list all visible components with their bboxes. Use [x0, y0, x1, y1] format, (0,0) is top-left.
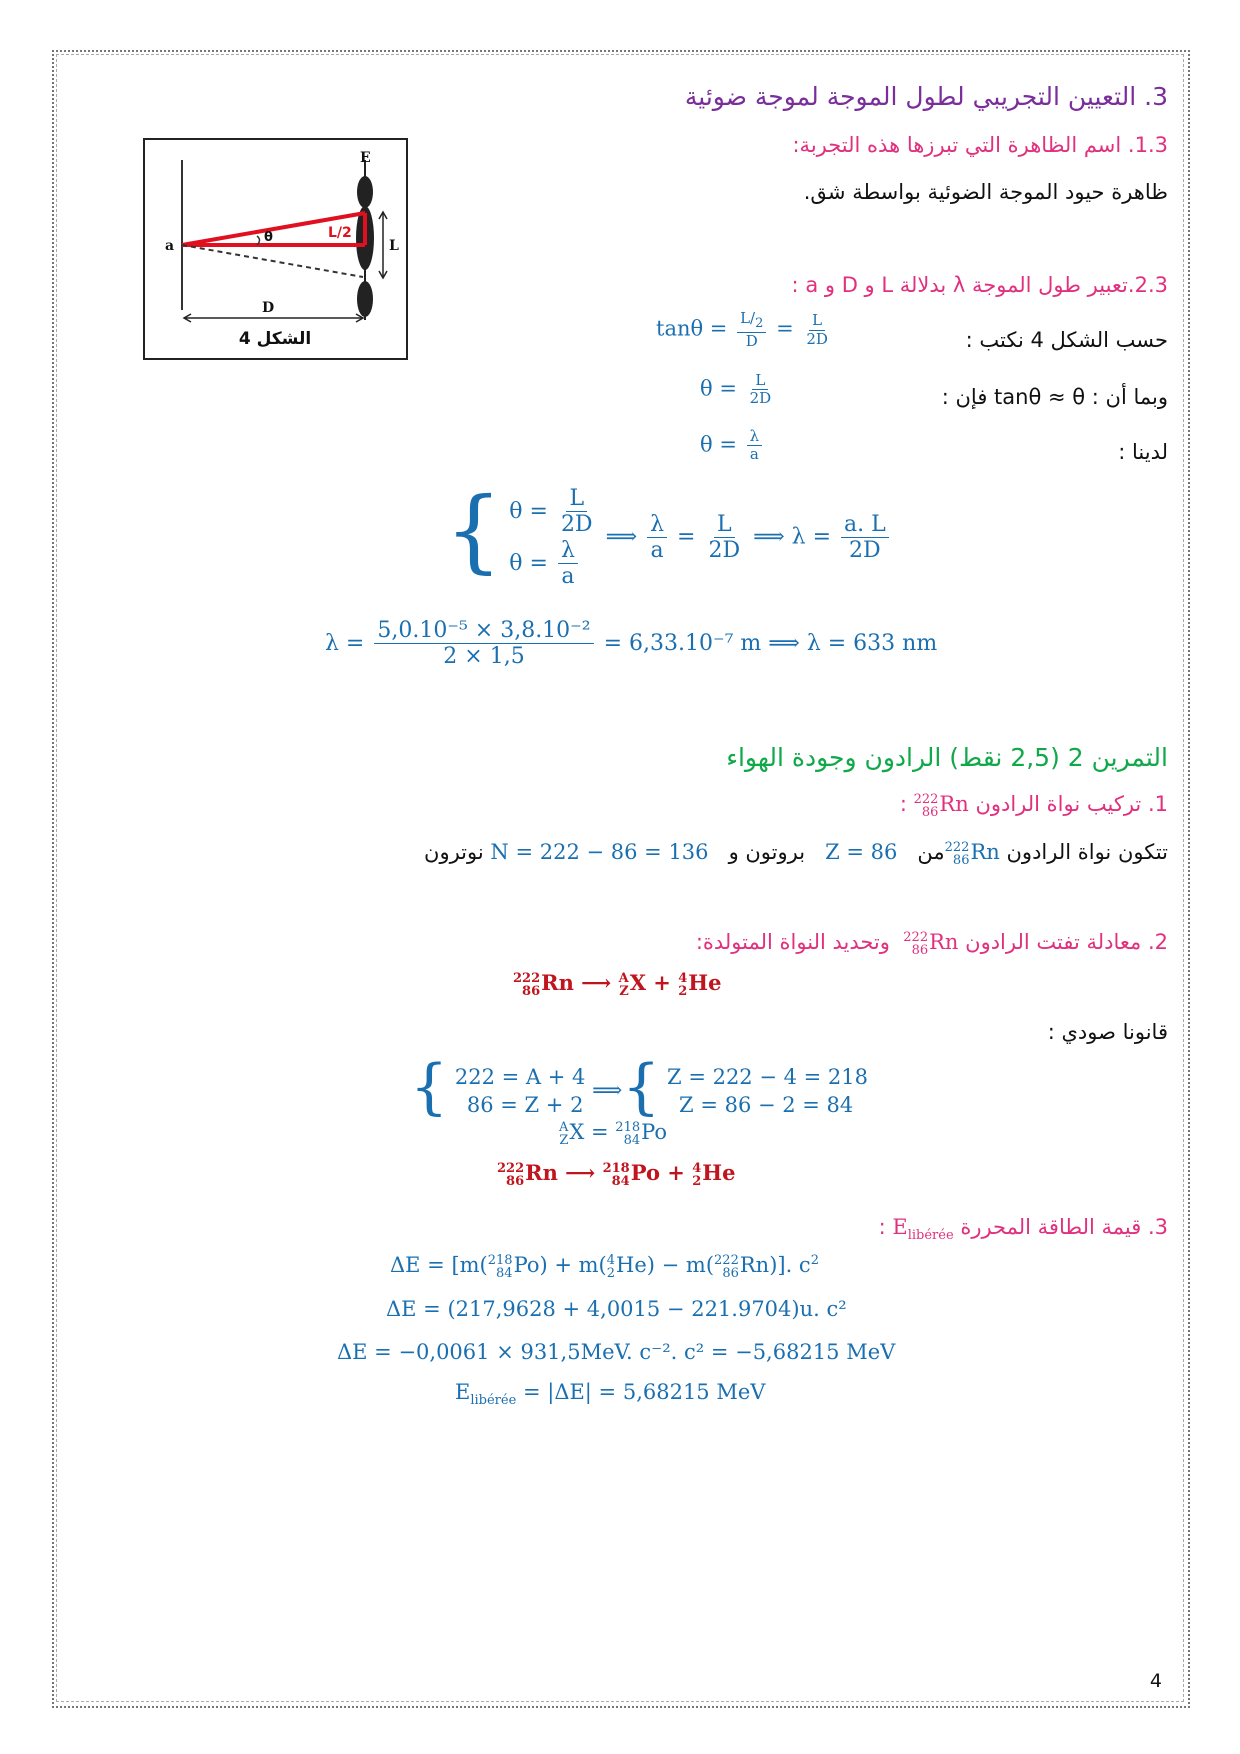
- have-text-line: لدينا :: [1118, 440, 1168, 464]
- composition-text-d: نوترون: [424, 840, 484, 864]
- radon-composition-line: تتكون نواة الرادون 222 86 Rnمن Z = 86 بروتون و N = 222 − 86 = 136 نوترون: [424, 839, 1168, 868]
- lambda-derivation: { θ = $\frac{L}{2D}$ θ = $\frac{\lambda}{a}$ ⟹ $\frac{\lambda}{a}$ = $\frac{L}{2D}$ ⟹ λ = $\frac{a. L}{2D}$: [445, 486, 892, 589]
- sys1-line-a: 222 = A + 4: [454, 1065, 586, 1090]
- soddy-system: { 222 = A + 4 86 = Z + 2 ⟹{ Z = 222 − 4 = 218 Z = 86 − 2 = 84: [410, 1052, 869, 1122]
- composition-text-c: بروتون و: [728, 840, 806, 864]
- label-theta: θ: [264, 230, 273, 245]
- decay-equation-general: 222 86 Rn ⟶ A Z X + 4 2 He: [513, 970, 722, 999]
- X-identification: A Z X = 218 84 Po: [559, 1119, 668, 1148]
- question-2-3-title: 2.3.تعبير طول الموجة λ بدلالة L و D و a :: [791, 273, 1168, 297]
- figure-caption: الشكل 4: [238, 329, 312, 349]
- numerator: 5,0.10⁻⁵ × 3,8.10⁻²: [374, 618, 593, 644]
- dashed-ray: [182, 245, 363, 277]
- delta-E-result: ΔE = −0,0061 × 931,5MeV. c⁻². c² = −5,68215 MeV: [337, 1340, 896, 1364]
- question-2-title: 2. معادلة تفتت الرادون 222 86 Rn وتحديد النواة المتولدة:: [695, 929, 1168, 958]
- diffraction-diagram: [145, 140, 406, 358]
- sys1-line-b: 86 = Z + 2: [466, 1092, 584, 1117]
- tan-theta-equation: tanθ = $\frac{L/_2}{D}$ = $\frac{L}{2D}$: [656, 309, 828, 350]
- lambda-result: = 6,33.10⁻⁷ m ⟹ λ = 633 nm: [603, 630, 938, 656]
- question-2-text-a: 2. معادلة تفتت الرادون: [965, 930, 1168, 954]
- E-liberee-value: = |ΔE| = 5,68215 MeV: [522, 1380, 766, 1404]
- section-title: 3. التعيين التجريبي لطول الموجة لموجة ضوئية: [684, 82, 1168, 111]
- since-text-line: وبما أن : tanθ ≈ θ فإن :: [941, 385, 1168, 409]
- soddy-text: قانونا صودي :: [1047, 1020, 1168, 1044]
- question-1-3-answer: ظاهرة حيود الموجة الضوئية بواسطة شق.: [803, 180, 1168, 204]
- denominator: 2 × 1,5: [443, 644, 525, 670]
- question-1-title: 1. تركيب نواة الرادون 222 86 Rn :: [899, 791, 1168, 820]
- page-number: 4: [1149, 1670, 1162, 1692]
- theta-lhs-2: θ =: [700, 432, 737, 457]
- composition-text-a: تتكون نواة الرادون: [1006, 840, 1168, 864]
- figure-4: [143, 138, 408, 360]
- theta-L-equation: θ = $\frac{L}{2D}$: [700, 371, 772, 408]
- fig-text-line: حسب الشكل 4 نكتب :: [965, 328, 1168, 352]
- exercise-2-title: التمرين 2 (2,5 نقط) الرادون وجودة الهواء: [726, 743, 1168, 772]
- tan-theta-lhs: tanθ =: [656, 316, 728, 341]
- question-1-3-title: 1.3. اسم الظاهرة التي تبرزها هذه التجربة:: [792, 133, 1168, 157]
- label-L2: L/2: [328, 225, 352, 241]
- lambda-lhs: λ =: [325, 630, 365, 656]
- question-1-text: 1. تركيب نواة الرادون: [975, 792, 1168, 816]
- E-liberee: $E_{libérée} = |\Delta E| = 5,68215$ MeV: [455, 1380, 766, 1409]
- delta-E-formula: ΔE = [m( 218 84 Po) + m( 4 2 He) − m( 222 86 Rn)]. $c^2$: [390, 1252, 819, 1281]
- label-L: L: [389, 238, 399, 254]
- sys2-line-b: Z = 86 − 2 = 84: [679, 1092, 854, 1117]
- question-3-title: 3. قيمة الطاقة المحررة $E_{libérée}$ :: [878, 1215, 1168, 1244]
- label-D: D: [262, 300, 275, 316]
- label-a: a: [165, 238, 175, 254]
- lambda-numeric: [325, 618, 937, 670]
- N-value: N = 222 − 86 = 136: [490, 840, 709, 864]
- decay-equation-final: 222 86 Rn ⟶ 218 84 Po + 4 2 He: [497, 1160, 736, 1189]
- label-E: E: [360, 150, 371, 166]
- sys2-line-a: Z = 222 − 4 = 218: [667, 1065, 869, 1090]
- question-3-text: 3. قيمة الطاقة المحررة: [960, 1215, 1168, 1239]
- theta-lambda-equation: θ = $\frac{\lambda}{a}$: [700, 428, 765, 464]
- Z-value: Z = 86: [825, 840, 898, 864]
- delta-E-values: ΔE = (217,9628 + 4,0015 − 221.9704)u. c²: [386, 1297, 847, 1321]
- question-2-text-b: وتحديد النواة المتولدة:: [695, 930, 890, 954]
- theta-lhs: θ =: [700, 376, 737, 401]
- composition-text-b: من: [917, 840, 945, 864]
